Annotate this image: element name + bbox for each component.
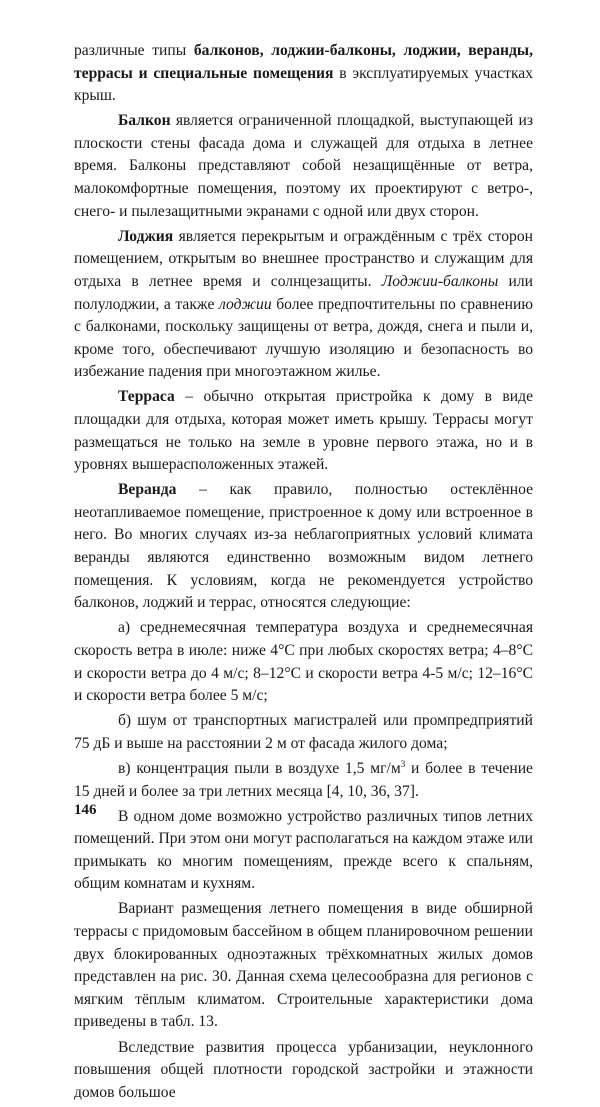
superscript: 3 bbox=[400, 758, 406, 769]
italic-term: лоджии bbox=[219, 295, 272, 313]
text-run: более предпочтительны по сравнению с балконами, поскольку защищены от ветра, дождя, снега и пыли и, кроме того, обеспечивают лучшую изоляцию и безопасность во избежание падения при многоэтажном жилье. bbox=[74, 295, 533, 381]
paragraph bbox=[74, 1037, 533, 1105]
paragraph bbox=[74, 710, 533, 755]
page-number: 146 bbox=[74, 802, 97, 818]
paragraph bbox=[74, 758, 533, 803]
text-run: в) концентрация пыли в воздухе 1,5 мг/м bbox=[118, 759, 401, 777]
bold-term: Терраса bbox=[118, 388, 175, 406]
bold-term: Балкон bbox=[118, 112, 171, 130]
text-run: различные типы bbox=[74, 42, 194, 59]
bold-term: балконов, лоджии-балконы, лоджии, веранды, террасы и специальные помещения bbox=[74, 42, 533, 82]
paragraph bbox=[74, 110, 533, 223]
italic-term: Лоджии-балконы bbox=[381, 272, 499, 290]
text-run: и более в течение 15 дней и более за три летних месяца [4, 10, 36, 37]. bbox=[74, 759, 533, 800]
paragraph bbox=[74, 898, 533, 1034]
paragraph bbox=[74, 479, 533, 615]
text-run: или полулоджии, а также bbox=[74, 272, 533, 313]
text-run: Вследствие развития процесса урбанизации, неуклонного повышения общей плотности городской застройки и этажности домов большое bbox=[74, 1038, 533, 1101]
text-run: б) шум от транспортных магистралей или промпредприятий 75 дБ и выше на расстоянии 2 м от фасада жилого дома; bbox=[74, 712, 533, 752]
text-run: – как правило, полностью остеклённое неотапливаемое помещение, пристроенное к дому или встроенное в него. Во многих случаях из-за неблагоприятных условий климата веранды являются единственно возможным видом летнего помещения. К условиям, когда не рекомендуется устройство балконов, лоджий и террас, относятся следующие: bbox=[74, 481, 533, 612]
text-run: – обычно открытая пристройка к дому в виде площадки для отдыха, которая может иметь крышу. Террасы могут размещаться не только на земле в уровне первого этажа, но и в уровнях вышерасположенных этажей. bbox=[74, 388, 533, 474]
bold-term: Веранда bbox=[118, 481, 177, 499]
paragraph bbox=[74, 617, 533, 707]
text-run: является ограниченной площадкой, выступающей из плоскости стены фасада дома и служащей для отдыха в летнее время. Балконы представляют собой незащищённые от ветра, малокомфортные помещения, поэтому их проектируют с ветро-, снего- и пылезащитными экранами с одной или двух сторон. bbox=[74, 112, 533, 220]
text-run: является перекрытым и ограждённым с трёх сторон помещением, открытым во внешнее пространство и служащим для отдыха в летнее время и солнцезащиты. bbox=[74, 227, 533, 290]
paragraph bbox=[74, 386, 533, 476]
page-body bbox=[74, 40, 533, 1107]
text-run: Вариант размещения летнего помещения в виде обширной террасы с придомовым бассейном в общем планировочном решении двух блокированных одноэтажных трёхкомнатных жилых домов представлен на рис. 30. Данная схема целесообразна для регионов с мягким тёплым климатом. Строительные характеристики дома приведены в табл. 13. bbox=[74, 900, 533, 1031]
text-run: а) среднемесячная температура воздуха и среднемесячная скорость ветра в июле: ниже 4°С при любых скоростях ветра; 4–8°С и скорости ветра до 4 м/с; 8–12°С и скорости ветра 4-5 м/с; 12–16°С и скорости ветра более 5 м/с; bbox=[74, 619, 533, 705]
bold-term: Лоджия bbox=[118, 227, 174, 245]
paragraph bbox=[74, 40, 533, 108]
paragraph bbox=[74, 226, 533, 384]
text-run: в эксплуатируемых участках крыш. bbox=[74, 64, 533, 105]
text-run: В одном доме возможно устройство различных типов летних помещений. При этом они могут располагаться на каждом этаже или примыкать ко многим помещениям, прежде всего к спальням, общим комнатам и кухням. bbox=[74, 807, 533, 893]
paragraph bbox=[74, 806, 533, 896]
